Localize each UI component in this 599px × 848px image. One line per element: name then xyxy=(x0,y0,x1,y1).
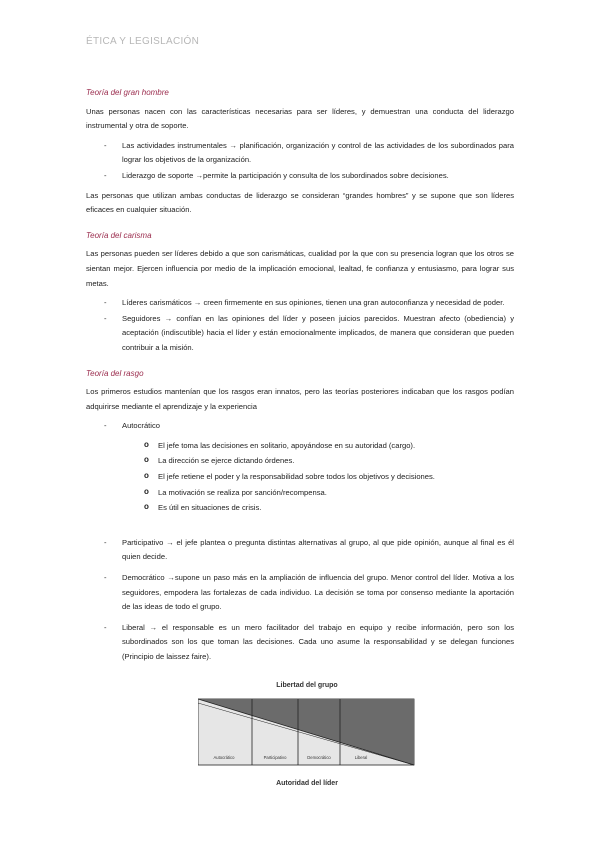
list-item: - Las actividades instrumentales → planificación, organización y control de las actividades de los subordinados para lograr los objetivos de la organización. xyxy=(86,139,514,168)
bullet-list xyxy=(86,536,514,665)
sub-list-item: o El jefe retiene el poder y la responsabilidad sobre todos los objetivos y decisiones. xyxy=(86,470,514,485)
paragraph: Las personas que utilizan ambas conductas de liderazgo se consideran “grandes hombres” y se supone que son líderes eficaces en cualquier situación. xyxy=(86,190,514,215)
running-header: ÉTICA Y LEGISLACIÓN xyxy=(86,36,200,47)
paragraph: Las personas pueden ser líderes debido a que son carismáticas, cualidad por la que con su presencia logran que los otros se sientan mejor. Ejercen influencia por medio de la implicación emocional, lealtad, fe confianza y entusiasmo, para lograr sus metas. xyxy=(86,249,514,288)
section-title-carisma: Teoría del carisma xyxy=(86,230,152,240)
segment-label-participativo: Participativo xyxy=(263,755,287,760)
list-item: - Líderes carismáticos → creen firmemente en sus opiniones, tienen una gran autoconfianza y necesidad de poder. xyxy=(86,296,514,311)
paragraph: Unas personas nacen con las características necesarias para ser líderes, y demuestran una conducta del liderazgo instrumental y otra de soporte. xyxy=(86,106,514,131)
leadership-continuum-figure xyxy=(198,682,416,790)
section-title-gran-hombre: Teoría del gran hombre xyxy=(86,88,169,97)
sub-list-item: o La motivación se realiza por sanción/recompensa. xyxy=(86,486,514,501)
continuum-diagram xyxy=(198,694,416,780)
segment-label-liberal: Liberal xyxy=(354,755,368,760)
list-item xyxy=(86,419,514,434)
paragraph: Los primeros estudios mantenían que los rasgos eran innatos, pero las teorías posteriores indicaban que los rasgos podían adquirirse mediante el aprendizaje y la experiencia xyxy=(86,387,514,411)
list-item: - Participativo → el jefe plantea o pregunta distintas alternativas al grupo, al que pide opinión, aunque al final es él quien decide. xyxy=(86,536,514,565)
list-item: - Liberal → el responsable es un mero facilitador del trabajo en equipo y recibe información, pero son los subordinados son los que toman las decisiones. Cada uno asume la responsabilidad y se delegan funciones (Principio de laissez faire). xyxy=(86,621,514,665)
bullet-list xyxy=(86,139,514,184)
sub-list-item: o El jefe toma las decisiones en solitario, apoyándose en su autoridad (cargo). xyxy=(86,439,514,454)
bullet-list xyxy=(86,419,514,434)
section-title-rasgo: Teoría del rasgo xyxy=(86,368,144,378)
list-item: - Liderazgo de soporte →permite la participación y consulta de los subordinados sobre decisiones. xyxy=(86,169,514,184)
segment-label-autocratico: Autocrático xyxy=(213,755,235,760)
sub-bullet-list xyxy=(86,439,514,516)
list-item-label: Autocrático xyxy=(122,421,160,431)
list-item: - Seguidores → confían en las opiniones del líder y poseen juicios parecidos. Muestran afecto (obediencia) y aceptación (indiscutible) hacia el líder y están emocionalmente implicados, de manera que consideran que pueden contribuir a la misión. xyxy=(86,312,514,356)
sub-list-item: o La dirección se ejerce dictando órdenes. xyxy=(86,454,514,469)
figure-top-label: Libertad del grupo xyxy=(276,682,338,689)
list-item: - Democrático →supone un paso más en la ampliación de influencia del grupo. Menor control del líder. Motiva a los seguidores, empodera las fortalezas de cada individuo. La decisión se toma por consenso mediante la aportación de las ideas de todo el grupo. xyxy=(86,571,514,615)
bullet-list xyxy=(86,296,514,355)
figure-bottom-label: Autoridad del líder xyxy=(276,780,338,787)
segment-label-democratico: Democrático xyxy=(307,755,331,760)
document-body xyxy=(86,86,514,670)
sub-list-item: o Es útil en situaciones de crisis. xyxy=(86,501,514,516)
